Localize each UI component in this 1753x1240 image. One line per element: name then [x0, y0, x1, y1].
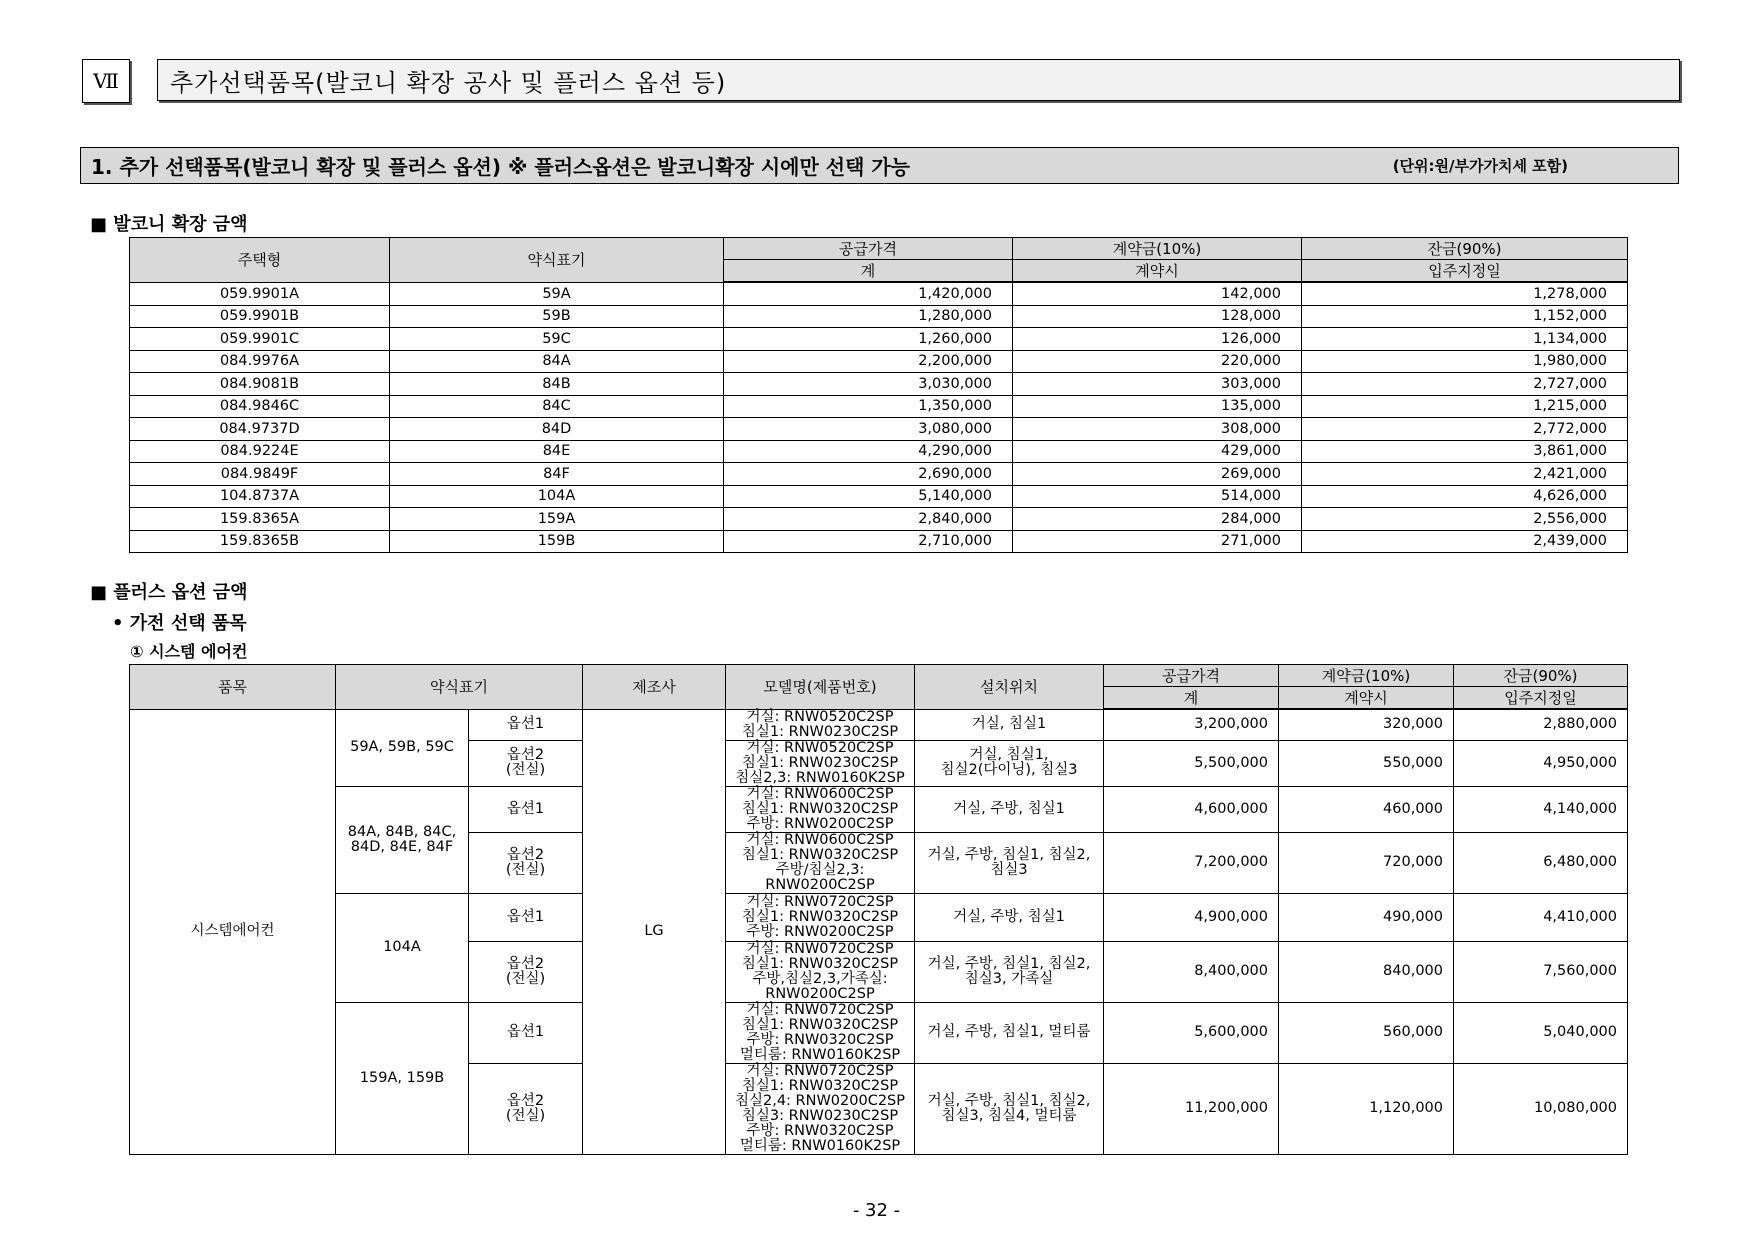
table-row [130, 485, 1628, 508]
cell-balance: 7,560,000 [1454, 941, 1628, 1002]
cell-supply: 4,290,000 [724, 440, 1013, 463]
cell-type: 159.8365A [130, 508, 390, 531]
col-subheader-supply: 계 [1104, 687, 1279, 710]
cell-model: 거실: RNW0720C2SP 침실1: RNW0320C2SP 침실2,4: RNW0200C2SP 침실3: RNW0230C2SP 주방: RNW0320C2SP 멀티룸: RNW0160K2SP [726, 1063, 915, 1154]
cell-balance: 1,215,000 [1302, 395, 1628, 418]
cell-abbr: 159B [390, 530, 724, 553]
section-title: 1. 추가 선택품목(발코니 확장 및 플러스 옵션) ※ 플러스옵션은 발코니확장 시에만 선택 가능 [91, 155, 910, 179]
unit-note: (단위:원/부가가치세 포함) [1392, 157, 1568, 175]
system-aircon-heading: ① 시스템 에어컨 [130, 642, 248, 661]
cell-type: 084.9846C [130, 395, 390, 418]
cell-type: 104.8737A [130, 485, 390, 508]
cell-deposit: 128,000 [1013, 305, 1302, 328]
cell-abbr: 104A [390, 485, 724, 508]
balcony-heading: ■ 발코니 확장 금액 [90, 214, 248, 235]
cell-supply: 2,690,000 [724, 463, 1013, 486]
cell-supply: 3,030,000 [724, 373, 1013, 396]
cell-balance: 4,410,000 [1454, 893, 1628, 941]
table-row [130, 440, 1628, 463]
cell-balance: 1,278,000 [1302, 282, 1628, 305]
cell-balance: 2,556,000 [1302, 508, 1628, 531]
cell-type: 084.9737D [130, 418, 390, 441]
col-header-balance: 잔금(90%) [1302, 238, 1628, 260]
cell-option: 옵션2 (전실) [469, 1063, 583, 1154]
cell-model: 거실: RNW0720C2SP 침실1: RNW0320C2SP 주방: RNW0320C2SP 멀티룸: RNW0160K2SP [726, 1002, 915, 1063]
cell-option: 옵션2 (전실) [469, 832, 583, 893]
cell-option: 옵션1 [469, 786, 583, 832]
cell-balance: 2,880,000 [1454, 709, 1628, 740]
cell-balance: 5,040,000 [1454, 1002, 1628, 1063]
cell-balance: 4,626,000 [1302, 485, 1628, 508]
cell-model: 거실: RNW0520C2SP 침실1: RNW0230C2SP 침실2,3: RNW0160K2SP [726, 740, 915, 786]
cell-supply: 3,080,000 [724, 418, 1013, 441]
cell-deposit: 320,000 [1279, 709, 1454, 740]
cell-option: 옵션2 (전실) [469, 941, 583, 1002]
cell-balance: 2,772,000 [1302, 418, 1628, 441]
cell-abbr: 84E [390, 440, 724, 463]
cell-location: 거실, 주방, 침실1 [915, 893, 1104, 941]
cell-type: 059.9901C [130, 328, 390, 351]
cell-type: 084.9081B [130, 373, 390, 396]
cell-deposit: 271,000 [1013, 530, 1302, 553]
cell-abbr: 84F [390, 463, 724, 486]
cell-location: 거실, 침실1, 침실2(다이닝), 침실3 [915, 740, 1104, 786]
cell-deposit: 720,000 [1279, 832, 1454, 893]
col-subheader-balance: 입주지정일 [1302, 260, 1628, 283]
table-row [130, 893, 1628, 941]
aircon-option-table [129, 664, 1628, 1155]
cell-balance: 2,727,000 [1302, 373, 1628, 396]
cell-types: 59A, 59B, 59C [336, 709, 469, 786]
plus-option-heading: ■ 플러스 옵션 금액 [90, 582, 248, 603]
cell-types: 84A, 84B, 84C, 84D, 84E, 84F [336, 786, 469, 893]
col-header-supply: 공급가격 [1104, 665, 1279, 687]
cell-balance: 6,480,000 [1454, 832, 1628, 893]
cell-balance: 1,980,000 [1302, 350, 1628, 373]
cell-model: 거실: RNW0520C2SP 침실1: RNW0230C2SP [726, 709, 915, 740]
cell-deposit: 269,000 [1013, 463, 1302, 486]
cell-types: 159A, 159B [336, 1002, 469, 1154]
cell-types: 104A [336, 893, 469, 1002]
cell-supply: 5,500,000 [1104, 740, 1279, 786]
cell-option: 옵션1 [469, 709, 583, 740]
cell-abbr: 59B [390, 305, 724, 328]
table-row [130, 508, 1628, 531]
cell-option: 옵션1 [469, 1002, 583, 1063]
cell-item: 시스템에어컨 [130, 709, 336, 1154]
cell-supply: 4,600,000 [1104, 786, 1279, 832]
cell-supply: 4,900,000 [1104, 893, 1279, 941]
cell-type: 084.9976A [130, 350, 390, 373]
table-row [130, 282, 1628, 305]
cell-deposit: 429,000 [1013, 440, 1302, 463]
cell-location: 거실, 주방, 침실1, 침실2, 침실3, 침실4, 멀티룸 [915, 1063, 1104, 1154]
appliance-heading: • 가전 선택 품목 [112, 613, 247, 634]
table-row [130, 463, 1628, 486]
cell-balance: 4,140,000 [1454, 786, 1628, 832]
cell-supply: 5,600,000 [1104, 1002, 1279, 1063]
table-row [130, 786, 1628, 832]
col-header-location: 설치위치 [915, 665, 1104, 710]
page-number: - 32 - [852, 1200, 901, 1221]
cell-model: 거실: RNW0720C2SP 침실1: RNW0320C2SP 주방,침실2,3,가족실: RNW0200C2SP [726, 941, 915, 1002]
cell-model: 거실: RNW0600C2SP 침실1: RNW0320C2SP 주방/침실2,3: RNW0200C2SP [726, 832, 915, 893]
cell-balance: 1,134,000 [1302, 328, 1628, 351]
cell-model: 거실: RNW0720C2SP 침실1: RNW0320C2SP 주방: RNW0200C2SP [726, 893, 915, 941]
cell-deposit: 840,000 [1279, 941, 1454, 1002]
col-subheader-supply: 계 [724, 260, 1013, 283]
cell-supply: 1,420,000 [724, 282, 1013, 305]
balcony-price-table [129, 237, 1628, 553]
cell-deposit: 284,000 [1013, 508, 1302, 531]
cell-supply: 11,200,000 [1104, 1063, 1279, 1154]
table-row [130, 418, 1628, 441]
cell-supply: 8,400,000 [1104, 941, 1279, 1002]
cell-balance: 4,950,000 [1454, 740, 1628, 786]
cell-deposit: 560,000 [1279, 1002, 1454, 1063]
cell-supply: 2,200,000 [724, 350, 1013, 373]
cell-location: 거실, 침실1 [915, 709, 1104, 740]
cell-abbr: 84A [390, 350, 724, 373]
col-subheader-deposit: 계약시 [1013, 260, 1302, 283]
cell-supply: 1,350,000 [724, 395, 1013, 418]
cell-location: 거실, 주방, 침실1, 침실2, 침실3, 가족실 [915, 941, 1104, 1002]
cell-model: 거실: RNW0600C2SP 침실1: RNW0320C2SP 주방: RNW0200C2SP [726, 786, 915, 832]
cell-type: 084.9224E [130, 440, 390, 463]
cell-abbr: 59C [390, 328, 724, 351]
cell-balance: 3,861,000 [1302, 440, 1628, 463]
cell-location: 거실, 주방, 침실1, 멀티룸 [915, 1002, 1104, 1063]
cell-option: 옵션1 [469, 893, 583, 941]
cell-deposit: 135,000 [1013, 395, 1302, 418]
table-row [130, 373, 1628, 396]
cell-deposit: 1,120,000 [1279, 1063, 1454, 1154]
col-header-abbr: 약식표기 [336, 665, 583, 710]
col-header-item: 품목 [130, 665, 336, 710]
cell-supply: 7,200,000 [1104, 832, 1279, 893]
cell-type: 059.9901B [130, 305, 390, 328]
col-subheader-deposit: 계약시 [1279, 687, 1454, 710]
cell-deposit: 303,000 [1013, 373, 1302, 396]
section-header [80, 147, 1679, 184]
cell-type: 084.9849F [130, 463, 390, 486]
cell-supply: 2,710,000 [724, 530, 1013, 553]
cell-deposit: 142,000 [1013, 282, 1302, 305]
chapter-number: Ⅶ [82, 59, 130, 103]
cell-deposit: 126,000 [1013, 328, 1302, 351]
col-header-maker: 제조사 [583, 665, 726, 710]
table-row [130, 328, 1628, 351]
col-header-type: 주택형 [130, 238, 390, 283]
cell-location: 거실, 주방, 침실1 [915, 786, 1104, 832]
cell-maker: LG [583, 709, 726, 1154]
table-row [130, 350, 1628, 373]
col-header-supply: 공급가격 [724, 238, 1013, 260]
cell-location: 거실, 주방, 침실1, 침실2, 침실3 [915, 832, 1104, 893]
col-subheader-balance: 입주지정일 [1454, 687, 1628, 710]
cell-deposit: 308,000 [1013, 418, 1302, 441]
cell-deposit: 550,000 [1279, 740, 1454, 786]
col-header-abbr: 약식표기 [390, 238, 724, 283]
cell-abbr: 84C [390, 395, 724, 418]
cell-deposit: 460,000 [1279, 786, 1454, 832]
cell-balance: 2,439,000 [1302, 530, 1628, 553]
chapter-title: 추가선택품목(발코니 확장 공사 및 플러스 옵션 등) [157, 59, 1680, 101]
cell-abbr: 84D [390, 418, 724, 441]
cell-supply: 1,280,000 [724, 305, 1013, 328]
cell-abbr: 159A [390, 508, 724, 531]
table-row [130, 709, 1628, 740]
cell-supply: 3,200,000 [1104, 709, 1279, 740]
cell-option: 옵션2 (전실) [469, 740, 583, 786]
cell-supply: 2,840,000 [724, 508, 1013, 531]
col-header-deposit: 계약금(10%) [1013, 238, 1302, 260]
cell-supply: 5,140,000 [724, 485, 1013, 508]
cell-abbr: 59A [390, 282, 724, 305]
cell-abbr: 84B [390, 373, 724, 396]
cell-deposit: 490,000 [1279, 893, 1454, 941]
col-header-deposit: 계약금(10%) [1279, 665, 1454, 687]
cell-supply: 1,260,000 [724, 328, 1013, 351]
table-row [130, 530, 1628, 553]
col-header-model: 모델명(제품번호) [726, 665, 915, 710]
cell-type: 159.8365B [130, 530, 390, 553]
table-row [130, 1002, 1628, 1063]
cell-deposit: 514,000 [1013, 485, 1302, 508]
cell-deposit: 220,000 [1013, 350, 1302, 373]
col-header-balance: 잔금(90%) [1454, 665, 1628, 687]
table-row [130, 305, 1628, 328]
cell-balance: 2,421,000 [1302, 463, 1628, 486]
cell-balance: 1,152,000 [1302, 305, 1628, 328]
cell-balance: 10,080,000 [1454, 1063, 1628, 1154]
cell-type: 059.9901A [130, 282, 390, 305]
table-row [130, 395, 1628, 418]
